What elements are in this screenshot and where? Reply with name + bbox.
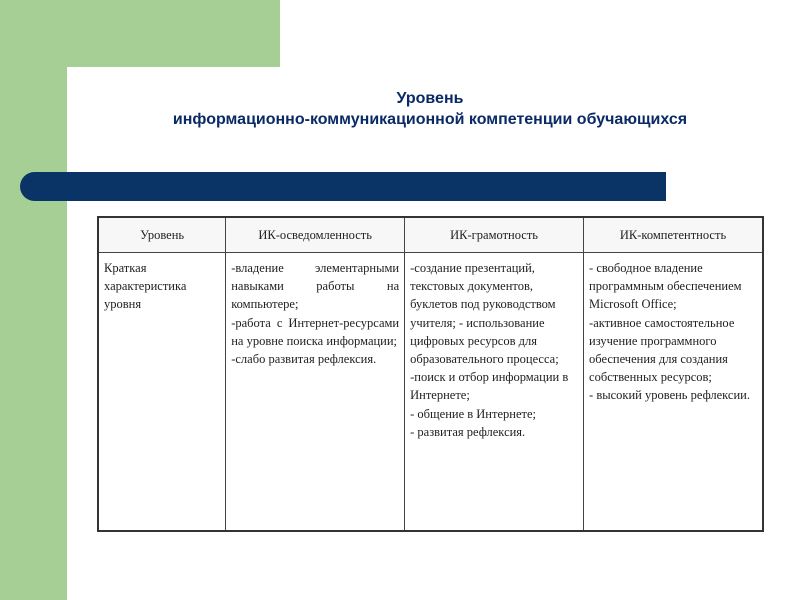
literacy-item: -поиск и отбор информации в Интернете; — [410, 370, 569, 403]
awareness-cell — [226, 253, 405, 532]
slide-title-line-1: Уровень — [396, 90, 464, 107]
row-label-cell: Краткая характеристика уровня — [98, 253, 226, 532]
header-awareness: ИК-осведомленность — [226, 217, 405, 253]
slide-title — [60, 88, 800, 130]
literacy-cell — [405, 253, 584, 532]
literacy-item: - развитая рефлексия. — [410, 424, 526, 439]
competence-cell — [584, 253, 763, 532]
awareness-item: -слабо развитая рефлексия. — [231, 352, 377, 367]
literacy-item: - общение в Интернете; — [410, 406, 536, 421]
awareness-item: -работа с Интернет-ресурсами на уровне поиска информации; — [231, 315, 400, 348]
competence-table — [97, 216, 764, 532]
slide-title-line-2: информационно-коммуникационной компетенции обучающихся — [172, 111, 688, 128]
green-side-band — [0, 0, 67, 600]
decorative-bar — [20, 172, 666, 201]
competence-item: - свободное владение программным обеспечением Microsoft Office; — [589, 261, 742, 312]
awareness-item: -владение элементарными навыками работы на компьютере; — [231, 261, 400, 312]
competence-item: -активное самостоятельное изучение программного обеспечения для создания собственных ресурсов; — [589, 315, 735, 385]
header-level: Уровень — [98, 217, 226, 253]
table-row — [98, 253, 763, 532]
literacy-item: -создание презентаций, текстовых документов, буклетов под руководством учителя; - использование цифровых ресурсов для образовательного процесса; — [410, 261, 559, 367]
green-top-band — [0, 0, 280, 67]
table-header-row — [98, 217, 763, 253]
header-literacy: ИК-грамотность — [405, 217, 584, 253]
header-competence: ИК-компетентность — [584, 217, 763, 253]
competence-item: - высокий уровень рефлексии. — [589, 388, 750, 403]
